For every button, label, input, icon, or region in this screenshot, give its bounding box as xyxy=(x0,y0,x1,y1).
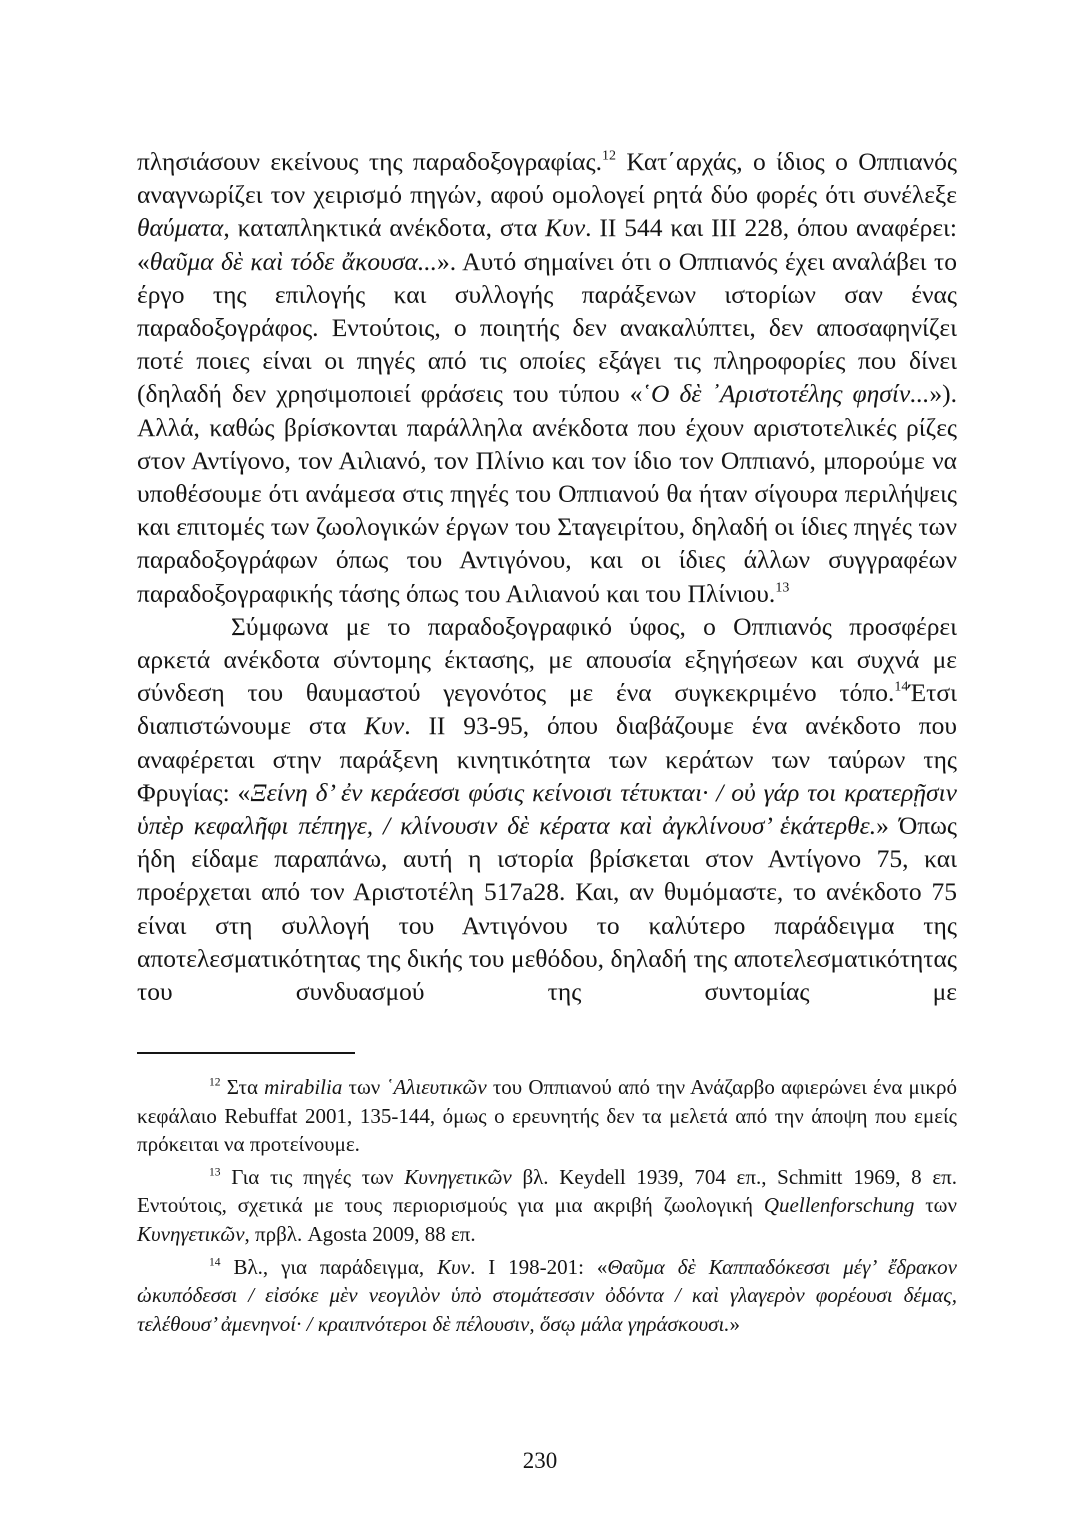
italic-term: θαύματα xyxy=(137,213,224,243)
footnote-ref-13: 13 xyxy=(775,580,790,596)
italic-abbrev: Κυν xyxy=(364,711,405,741)
text-run: . ΙΙ 93-95, όπου διαβάζουμε ένα ανέκδοτο που αναφέρεται στην παράξενη κινητικότητα των κεράτων των ταύρων της Φρυγίας: « xyxy=(137,711,957,807)
text-run: βλ. Keydell 1939, 704 επ., Schmitt 1969, 8 επ. Εντούτοις, σχετικά με τους περιορισμούς για μια ακριβή ζωολογική xyxy=(137,1164,958,1218)
footnotes xyxy=(137,1073,957,1342)
italic-abbrev: Κυν xyxy=(437,1254,471,1279)
text-run: Βλ., για παράδειγμα, xyxy=(220,1254,438,1279)
text-run: πλησιάσουν εκείνους της παραδοξογραφίας. xyxy=(137,147,602,176)
greek-quote: Ξείνη δ’ ἐν κεράεσσι φύσις κείνοισι τέτυκται· / οὐ γάρ τοι κρατερῇσιν ὑπὲρ κεφαλῆφι πέπηγε, / κλίνουσιν δὲ κέρατα καὶ ἀγκλίνουσ’ ἑκάτερθε. xyxy=(137,777,957,841)
text-run: , πρβλ. Agosta 2009, 88 επ. xyxy=(244,1221,476,1246)
text-run: Σύμφωνα με το παραδοξογραφικό ύφος, ο Οππιανός προσφέρει αρκετά ανέκδοτα σύντομης έκτασης, με απουσία εξηγήσεων και συχνά με σύνδεση του θαυμαστού γεγονότος με ένα συγκεκριμένο τόπο. xyxy=(137,611,957,708)
main-text xyxy=(137,145,957,1008)
text-run: Στα xyxy=(220,1075,265,1099)
footnote-14 xyxy=(137,1253,957,1339)
footnote-12 xyxy=(137,1073,957,1159)
paragraph-1 xyxy=(137,145,957,610)
text-run: των xyxy=(914,1193,957,1218)
footnote-separator xyxy=(137,1052,355,1054)
italic-title: Κυνηγετικῶν xyxy=(404,1164,512,1189)
footnote-number: 12 xyxy=(209,1076,221,1089)
paragraph-2 xyxy=(137,610,957,1008)
text-run: » Όπως ήδη είδαμε παραπάνω, αυτή η ιστορία βρίσκεται στον Αντίγονο 75, και προέρχεται από τον Αριστοτέλη 517a28. Και, αν θυμόμαστε, το ανέκδοτο 75 είναι στη συλλογή του Αντιγόνου το καλύτερο παράδειγμα της αποτελεσματικότητας της δικής του μεθόδου, δηλαδή της αποτελεσματικότητας του συνδυασμού της συντομίας με xyxy=(137,811,957,1007)
page-number: 230 xyxy=(522,1448,558,1473)
greek-quote: ῾Ο δὲ ᾿Αριστοτέλης φησίν... xyxy=(642,379,930,409)
greek-quote: Θαῦμα δὲ Καππαδόκεσσι μέγ’ ἔδρακον ὠκυπόδεσσι / εἰσόκε μὲν νεογιλὸν ὑπὸ στομάτεσσιν ὀδόντα / καὶ γλαγερὸν φορέουσι δέμας, τελέθουσ’ ἀμενηνοί· / κραιπνότεροι δὲ πέλουσιν, ὅσῳ μάλα γηράσκουσι. xyxy=(137,1254,957,1336)
footnote-ref-14: 14 xyxy=(894,679,909,695)
footnote-13 xyxy=(137,1163,957,1249)
text-run: » xyxy=(729,1311,741,1336)
text-run: »). Αλλά, καθώς βρίσκονται παράλληλα ανέκδοτα που έχουν αριστοτελικές ρίζες στον Αντίγονο, τον Αιλιανό, τον Πλίνιο και τον ίδιο τον Οππιανό, μπορούμε να υποθέσουμε ότι ανάμεσα στις πηγές του Οππιανού θα ήταν σίγουρα περιλήψεις και επιτομές των ζωολογικών έργων του Σταγειρίτου, δηλαδή οι ίδιες πηγές των παραδοξογράφων όπως του Αντιγόνου, και οι ίδιες άλλων συγγραφέων παραδοξογραφικής τάσης όπως του Αιλιανού και του Πλίνιου. xyxy=(137,379,958,608)
text-run: , καταπληκτικά ανέκδοτα, στα xyxy=(223,213,546,243)
italic-abbrev: Κυν xyxy=(545,213,586,243)
italic-title: Κυνηγετικῶν xyxy=(137,1221,245,1246)
text-run: του Οππιανού από την Ανάζαρβο αφιερώνει ένα μικρό κεφάλαιο Rebuffat 2001, 135-144, όμως ο ερευνητής δεν τα μελετά από την άποψη που εμείς πρόκειται να προτείνουμε. xyxy=(137,1075,957,1157)
footnote-number: 13 xyxy=(209,1166,221,1179)
italic-term: mirabilia xyxy=(264,1075,343,1099)
text-run: Έτσι διαπιστώνουμε στα xyxy=(137,678,957,741)
text-run: των xyxy=(342,1075,387,1099)
text-run: ». Αυτό σημαίνει ότι ο Οππιανός έχει αναλάβει το έργο της επιλογής και συλλογής παράξενων ιστορίων σαν ένας παραδοξογράφος. Εντούτοις, ο ποιητής δεν ανακαλύπτει, δεν αποσαφηνίζει ποτέ ποιες είναι οι πηγές από τις οποίες εξάγει τις πληροφορίες που δίνει (δηλαδή δεν χρησιμοποιεί φράσεις του τύπου « xyxy=(137,246,957,409)
text-run: . Ι 198-201: « xyxy=(470,1254,608,1279)
text-run: Για τις πηγές των xyxy=(220,1164,405,1189)
greek-quote: θαῦμα δὲ καὶ τόδε ἄκουσα... xyxy=(149,246,437,276)
text-run: Κατ΄αρχάς, ο ίδιος ο Οππιανός αναγνωρίζει τον χειρισμό πηγών, αφού ομολογεί ρητά δύο φορές ότι συνέλεξε xyxy=(137,147,957,210)
text-run: . ΙΙ 544 και ΙΙΙ 228, όπου αναφέρει: « xyxy=(137,213,957,276)
italic-title: ῾Αλιευτικῶν xyxy=(386,1075,487,1099)
italic-term: Quellenforschung xyxy=(763,1193,915,1218)
footnote-ref-12: 12 xyxy=(601,148,616,164)
footnote-number: 14 xyxy=(209,1255,221,1268)
